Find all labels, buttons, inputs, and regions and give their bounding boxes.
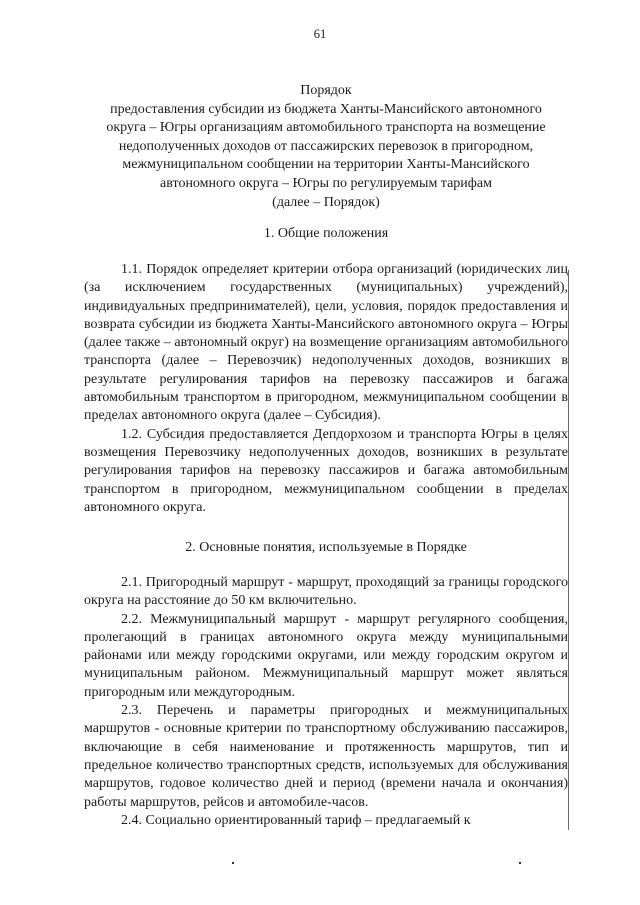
title-line: Порядок [300, 83, 352, 98]
paragraph-2-1: 2.1. Пригородный маршрут - маршрут, проходящий за границы городского округа на расстояние до 50 км включительно. [84, 575, 568, 609]
paragraph-2-2: 2.2. Межмуниципальный маршрут - маршрут регулярного сообщения, пролегающий в границах автономного округа между муниципальными районами или между городскими округами, или между городским округом и муниципальным районом. Межмуниципальный маршрут может являться пригородным или междугородным. [84, 611, 568, 700]
section-heading-general: 1. Общие положения [263, 226, 389, 241]
title-line: (далее – Порядок) [272, 194, 380, 210]
scan-edge-line [568, 270, 569, 830]
scan-speck [232, 862, 234, 864]
section-body-definitions [84, 574, 568, 830]
paragraph-2-4: 2.4. Социально ориентированный тариф – предлагаемый к [121, 812, 471, 828]
paragraph-2-3: 2.3. Перечень и параметры пригородных и межмуниципальных маршрутов - основные критерии по транспортному обслуживанию пассажиров, включающие в себя наименование и протяженность маршрутов, тип и предельное количество транспортных средств, используемых для обслуживания маршрутов, годовое количество дней и период (времени начала и окончания) работы маршрутов, рейсов и автомобиле-часов. [84, 703, 568, 810]
document-title [84, 82, 568, 212]
title-line: межмуниципальном сообщении на территории Ханты-Мансийского [122, 157, 530, 173]
scan-speck [519, 862, 521, 864]
section-heading-definitions: 2. Основные понятия, используемые в Порядке [185, 540, 467, 555]
title-line: предоставления субсидии из бюджета Ханты-Мансийского автономного [110, 101, 542, 117]
paragraph-1-2: 1.2. Субсидия предоставляется Депдорхозом и транспорта Югры в целях возмещения Перевозчику недополученных доходов, возникших в результате регулирования тарифов на перевозку пассажиров и багажа автомобильным транспортом в пригородном, межмуниципальном сообщении в пределах автономного округа. [84, 426, 568, 515]
section-body-general [84, 261, 568, 517]
page-number: 61 [313, 27, 327, 41]
title-line: автономного округа – Югры по регулируемым тарифам [160, 175, 492, 191]
title-line: недополученных доходов от пассажирских перевозок в пригородном, [118, 138, 534, 154]
paragraph-1-1: 1.1. Порядок определяет критерии отбора организаций (юридических лиц (за исключением государственных (муниципальных) учреждений), индивидуальных предпринимателей), цели, условия, порядок предоставления и возврата субсидии из бюджета Ханты-Мансийского автономного округа – Югры (далее также – автономный округ) на возмещение организациям автомобильного транспорта (далее – Перевозчик) недополученных доходов, возникших в результате регулирования тарифов на перевозку пассажиров и багажа автомобильным транспортом в пригородном, межмуниципальном сообщении в пределах автономного округа (далее – Субсидия). [84, 262, 568, 424]
title-line: округа – Югры организациям автомобильного транспорта на возмещение [106, 120, 546, 136]
